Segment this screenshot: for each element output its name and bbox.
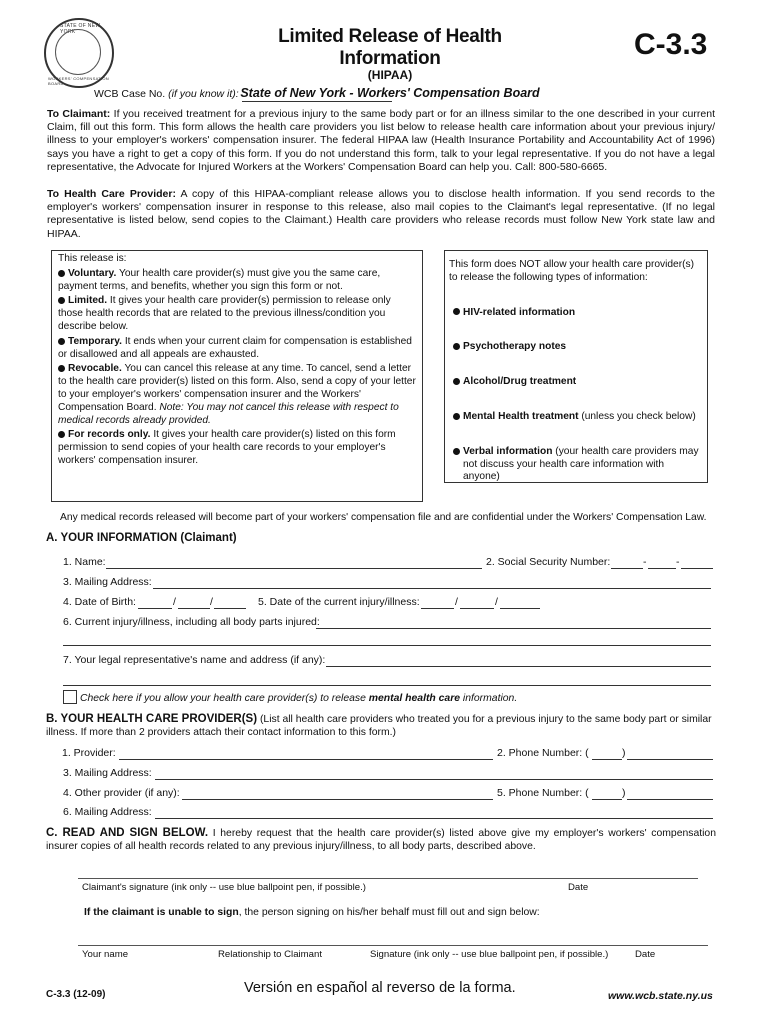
provider-intro-lead: To Health Care Provider: <box>47 188 176 200</box>
bullet-icon <box>453 378 460 385</box>
bullet-icon <box>58 297 65 304</box>
not-allowed-item-title: Alcohol/Drug treatment <box>463 376 577 388</box>
date-slash: / <box>173 596 176 608</box>
provider-field[interactable] <box>119 747 493 760</box>
seal-label-bottom: WORKERS' COMPENSATION BOARD <box>48 76 109 86</box>
seal-emblem-icon <box>55 29 101 75</box>
claimant-name-label: 1. Name: <box>63 556 106 568</box>
legal-rep-field-2[interactable] <box>63 673 711 686</box>
release-item <box>58 268 416 294</box>
phone2-area-field[interactable] <box>592 787 622 800</box>
claimant-signature-line[interactable] <box>78 878 698 879</box>
website-link[interactable]: www.wcb.state.ny.us <box>608 990 713 1002</box>
legal-rep-field[interactable] <box>326 654 711 667</box>
other-provider-label: 4. Other provider (if any): <box>63 787 180 799</box>
section-c-title: C. READ AND SIGN BELOW. <box>46 827 209 839</box>
provider-intro <box>47 188 715 241</box>
state-seal <box>44 18 114 88</box>
your-name-label: Your name <box>82 949 129 960</box>
not-allowed-box <box>444 250 708 483</box>
phone1-label: 2. Phone Number: ( <box>497 747 589 759</box>
release-item-text: It gives your health care provider(s) listed on this form permission to send copies of your health care records to your employer's workers' compensation insurer. <box>58 429 396 466</box>
phone1-area-field[interactable] <box>592 747 622 760</box>
paren-close: ) <box>622 787 626 799</box>
paren-close: ) <box>622 747 626 759</box>
injury-description-field-2[interactable] <box>63 633 711 646</box>
legal-rep-label: 7. Your legal representative's name and address (if any): <box>63 654 326 666</box>
mailing-address-field[interactable] <box>153 576 711 589</box>
bullet-icon <box>58 365 65 372</box>
not-allowed-item-title: Verbal information <box>463 445 553 457</box>
seal-label-top: STATE OF NEW YORK <box>60 23 101 35</box>
release-item <box>58 363 416 427</box>
release-item-title: Revocable. <box>68 363 122 375</box>
case-number-label: WCB Case No. <box>94 88 166 100</box>
not-allowed-item <box>453 341 703 354</box>
agency-name: State of New York - Workers' Compensation Board <box>240 86 540 100</box>
section-b-header <box>46 713 716 739</box>
mental-health-consent-lead: Check here if you allow your health care provider(s) to release <box>80 693 366 704</box>
release-item-title: Voluntary. <box>68 267 117 279</box>
unable-to-sign-bold: If the claimant is unable to sign <box>84 907 239 918</box>
dob-year-field[interactable] <box>214 596 246 609</box>
not-allowed-item <box>453 411 703 424</box>
rep-date-label: Date <box>635 949 656 960</box>
section-c-header <box>46 827 716 853</box>
release-item-title: For records only. <box>68 429 151 441</box>
not-allowed-item-title: Mental Health treatment <box>463 410 579 422</box>
bullet-icon <box>453 343 460 350</box>
claimant-intro-lead: To Claimant: <box>47 108 111 120</box>
representative-signature-line[interactable] <box>78 945 708 946</box>
not-allowed-item <box>453 376 703 389</box>
release-terms-box <box>51 250 423 502</box>
injury-day-field[interactable] <box>460 596 494 609</box>
claimant-signature-label: Claimant's signature (ink only -- use blue ballpoint pen, if possible.) <box>82 882 366 893</box>
ssn-dash: - <box>676 556 680 568</box>
ssn-field-3[interactable] <box>681 556 713 569</box>
mental-health-consent-bold: mental health care <box>368 693 461 704</box>
unable-to-sign-text <box>84 906 540 919</box>
release-item-title: Temporary. <box>68 335 122 347</box>
bullet-icon <box>58 270 65 277</box>
claimant-name-field[interactable] <box>106 556 482 569</box>
relationship-label: Relationship to Claimant <box>218 949 322 960</box>
injury-date-label: 5. Date of the current injury/illness: <box>258 596 420 608</box>
claimant-date-label: Date <box>568 882 589 893</box>
release-item-text: You can cancel this release at any time. To cancel, send a letter to the health care provider(s) listed on this form. Also, send a copy of your letter to your employer's workers' compensation insurer and the Workers' Compensation Board. <box>58 363 416 413</box>
release-item-text: It ends when your current claim for compensation is established or disallowed and all appeals are exhausted. <box>58 335 412 360</box>
ssn-field-2[interactable] <box>648 556 676 569</box>
injury-month-field[interactable] <box>421 596 454 609</box>
release-item-title: Limited. <box>68 295 108 307</box>
bullet-icon <box>453 413 460 420</box>
confidential-note: Any medical records released will become part of your workers' compensation file and are confidential under the Workers' Compensation Law. <box>60 512 707 523</box>
release-item-note: Note: You may not cancel this release with respect to medical records already provided. <box>58 401 399 426</box>
not-allowed-item-title: Psychotherapy notes <box>463 341 567 353</box>
not-allowed-heading: This form does NOT allow your health care provider(s) to release the following types of information: <box>449 259 694 283</box>
section-b-desc: (List all health care providers who treated you for a previous injury to the same body part or similar illness. If more than 2 providers attach their contact information to this form.) <box>46 714 712 739</box>
bullet-icon <box>58 431 65 438</box>
not-allowed-item-text: (your health care providers may not discuss your health care information with anyone) <box>463 445 699 483</box>
mailing-address-label: 3. Mailing Address: <box>63 576 152 588</box>
release-item-text: Your health care provider(s) must give you the same care, payment terms, and benefits, whether you sign this form or not. <box>58 267 381 292</box>
date-slash: / <box>495 596 498 608</box>
release-item <box>58 336 416 362</box>
case-number-hint: (if you know it): <box>168 88 239 100</box>
claimant-intro <box>47 108 715 174</box>
phone2-number-field[interactable] <box>627 787 713 800</box>
mental-health-consent-end: information. <box>462 693 518 704</box>
dob-label: 4. Date of Birth: <box>63 596 136 608</box>
not-allowed-item-title: HIV-related information <box>463 306 576 318</box>
other-provider-field[interactable] <box>182 787 493 800</box>
release-item <box>58 429 416 467</box>
case-number-field[interactable] <box>242 88 392 102</box>
release-heading: This release is: <box>58 253 127 264</box>
not-allowed-item <box>453 307 703 320</box>
form-subtitle: (HIPAA) <box>367 68 413 82</box>
injury-description-field[interactable] <box>316 616 711 629</box>
mental-health-consent-text <box>80 692 517 705</box>
form-number: C-3.3 <box>634 28 708 61</box>
date-slash: / <box>210 596 213 608</box>
bullet-icon <box>453 448 460 455</box>
injury-year-field[interactable] <box>500 596 540 609</box>
claimant-intro-text: If you received treatment for a previous injury to the same body part or for an illness similar to the one described in your current Claim, fill out this form. This form allows the health care providers you list below to release health care information about your previous injury/ illness to your employer's workers' compensation insurer. The federal HIPAA law (Health Insurance Portability and Accountability Act of 1996) says you have a right to get a copy of this form. If you do not understand this form, talk to your legal representative. If you do not have a legal representative, the Advocate for Injured Workers at the Workers' Compensation Board can help you. Call: 800-580-6665. <box>47 108 715 173</box>
ssn-label: 2. Social Security Number: <box>486 556 611 568</box>
ssn-field-1[interactable] <box>611 556 643 569</box>
rep-signature-label: Signature (ink only -- use blue ballpoint pen, if possible.) <box>370 949 609 960</box>
phone1-number-field[interactable] <box>627 747 713 760</box>
spanish-version-note: Versión en español al reverso de la forma. <box>244 980 516 996</box>
not-allowed-item-text: (unless you check below) <box>581 410 696 422</box>
dob-month-field[interactable] <box>138 596 172 609</box>
phone2-label: 5. Phone Number: ( <box>497 787 589 799</box>
provider-intro-text: A copy of this HIPAA-compliant release allows you to disclose health information. If you send records to the employer's workers' compensation insurer in response to this release, also mail copies to the Claimant's legal representative. (If no legal representative is listed below, send copies to the Claimant.) Health care providers who release records must follow New York state law and HIPAA. <box>47 188 715 240</box>
dob-day-field[interactable] <box>178 596 210 609</box>
provider-label: 1. Provider: <box>62 747 116 759</box>
other-mailing-field[interactable] <box>155 806 713 819</box>
provider-mailing-field[interactable] <box>155 767 713 780</box>
release-item-text: It gives your health care provider(s) permission to release only those health records that are related to the previous illness/condition you describe below. <box>58 295 391 332</box>
ssn-dash: - <box>643 556 647 568</box>
date-slash: / <box>455 596 458 608</box>
provider-mailing-label: 3. Mailing Address: <box>63 767 152 779</box>
other-mailing-label: 6. Mailing Address: <box>63 806 152 818</box>
mental-health-checkbox[interactable] <box>63 690 77 704</box>
section-c-text: I hereby request that the health care provider(s) listed above give my employer's workers' compensation insurer copies of all health records related to any previous injury/illness, to all body parts, described above. <box>46 828 716 853</box>
bullet-icon <box>453 308 460 315</box>
release-item <box>58 295 416 333</box>
section-b-title: B. YOUR HEALTH CARE PROVIDER(S) <box>46 713 258 725</box>
case-number-row <box>94 88 392 102</box>
injury-description-label: 6. Current injury/illness, including all body parts injured: <box>63 616 320 628</box>
form-title: Limited Release of Health Information <box>278 26 502 69</box>
form-code: C-3.3 (12-09) <box>46 989 106 1000</box>
bullet-icon <box>58 338 65 345</box>
not-allowed-item <box>453 446 703 484</box>
section-a-title: A. YOUR INFORMATION (Claimant) <box>46 532 237 544</box>
unable-to-sign-rest: , the person signing on his/her behalf must fill out and sign below: <box>238 907 540 918</box>
